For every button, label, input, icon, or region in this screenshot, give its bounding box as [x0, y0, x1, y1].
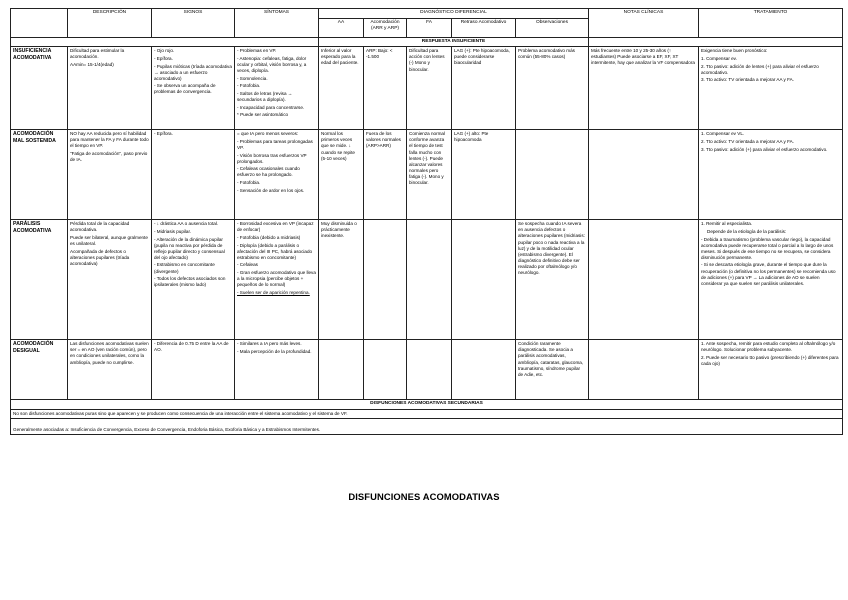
cell-retraso — [452, 340, 516, 400]
cell-descripcion — [68, 130, 152, 220]
cell-sintomas — [235, 130, 319, 220]
header-signos: SIGNOS — [152, 9, 235, 38]
cell-fa — [407, 220, 452, 340]
header-fa: FA — [407, 18, 452, 37]
cell-fa: Dificultad para acción con lentes (-) Mono y binocular. — [407, 47, 452, 130]
cell-observaciones — [516, 130, 589, 220]
cell-tratamiento — [699, 220, 843, 340]
header-blank — [11, 9, 68, 38]
cell-acomodacion — [364, 220, 407, 340]
text-line: * Puede ser asintomático — [237, 112, 289, 118]
row-paralisis — [11, 220, 843, 340]
text-line: 1. Compensar ev. — [701, 55, 737, 61]
text-line: Pérdida total de la capacidad acomodativa. — [70, 221, 130, 233]
note-definition: No son disfunciones acomodativas puras sino que aparecen y se producen como consecuencia de una interacción entre el sistema acomodativo y el sistema de VF. — [11, 409, 843, 418]
cell-signos — [152, 340, 235, 400]
text-line: 3. Tto activo: TV orientada a mejorar AA y FA. — [701, 77, 795, 83]
text-line: 2. Puede ser necesario tto pasivo (prescribiendo (+) diferentes para cada ojo) — [701, 355, 839, 367]
header-acomodacion: Acomodación (ARR y ARP) — [364, 18, 407, 37]
cell-signos — [152, 47, 235, 130]
text-line: - Incapacidad para concentrarse. — [237, 104, 305, 110]
text-line: - Todos los defectos asociados son ipsilaterales (mismo lado) — [154, 276, 226, 288]
cell-acomodacion: Fuera de los valores normales (ARP>ARR) — [364, 130, 407, 220]
cell-descripcion — [68, 220, 152, 340]
text-line: - Se observa un acompaña de problemas de convergencia. — [154, 83, 216, 95]
text-line: - Cefaleas ocasionales cuando esfuerzo se ha prolongado. — [237, 166, 300, 178]
text-line: - Fotofobia. — [237, 180, 261, 186]
text-line: - Somnolencia. — [237, 75, 268, 81]
header-aa: AA — [319, 18, 364, 37]
text-line: - Mala percepción de la profundidad. — [237, 348, 312, 354]
cell-observaciones: Problema acomodativo más común (55-80% casos) — [516, 47, 589, 130]
header-observaciones: Observaciones — [516, 18, 589, 37]
cell-aa — [319, 340, 364, 400]
page-title: DISFUNCIONES ACOMODATIVAS — [348, 491, 500, 502]
cell-observaciones: Condición raramente diagnosticada. Se asocia a parálisis acomodativas, ambliopía, cataratas, glaucoma, traumatismo, síndrome pupilar de Adie, etc. — [516, 340, 589, 400]
row-label: ACOMODACIÓN MAL SOSTENIDA — [11, 130, 68, 220]
cell-notas — [589, 220, 699, 340]
cell-retraso — [452, 220, 516, 340]
text-line: Depende de la etiología de la parálisis: — [707, 228, 787, 234]
text-line: - Suelen ser de aparición repentina. — [237, 289, 310, 295]
text-line: - Pupilas mióticas (tríada acomodativa → asociado a un esfuerzo acomodativo) — [154, 63, 232, 81]
cell-descripcion — [68, 47, 152, 130]
text-line: NO hay AA reducida pero sí habilidad para mantener la FA y FA durante todo el tiempo en VP. — [70, 131, 149, 149]
row-label: ACOMODACIÓN DESIGUAL — [11, 340, 68, 400]
text-line: 2. Tto pasivo: adición de lentes (+) para aliviar el esfuerzo acomodativo. — [701, 63, 819, 75]
cell-tratamiento — [699, 47, 843, 130]
text-line: = que IA pero menos severos: — [237, 131, 299, 137]
header-tratamiento: TRATAMIENTO — [699, 9, 843, 38]
text-line: Acompañada de defectos o alteraciones pupilares (tríada acomodativa) — [70, 248, 130, 266]
cell-sintomas — [235, 220, 319, 340]
header-notas: NOTAS CLÍNICAS — [589, 9, 699, 38]
text-line: - Saltos de letras (revisa → secundarios a diplopía). — [237, 91, 293, 103]
note-row-associated — [11, 418, 843, 434]
cell-notas — [589, 130, 699, 220]
section-row — [11, 38, 843, 47]
note-associated: Generalmente asociadas a: Insuficiencia de Convergencia, Exceso de Convergencia, Endoforia Básica, Exoforia Básica y a Estrabismos Intermitentes. — [11, 418, 843, 434]
text-line: - Diplopía (debido a parálisis o afectación del III PC, habrá asociado estrabismo en concomitante) — [237, 242, 313, 260]
cell-fa: Comienza normal conforme avanza el tiempo de test falla mucho con lentes (-). Puede alcanzar valores normales pero fatiga (-). Mono y binocular. — [407, 130, 452, 220]
cell-acomodacion — [364, 340, 407, 400]
text-line: - ↓ drástica AA o ausencia total. — [154, 221, 219, 227]
cell-aa: Muy disminuida o prácticamente inexistente. — [319, 220, 364, 340]
cell-retraso: LAG (+): Pte hipoacomoda, puede considerarse biaocularidad — [452, 47, 516, 130]
text-line: - Astenopia: cefaleas, fatiga, dolor ocular y orbital, visión borrosa y, a veces, diplopía. — [237, 55, 307, 74]
text-line: - Problemas en VP. — [237, 48, 277, 54]
text-line: 3. Tto pasivo: adición (+) para aliviar el esfuerzo acomodativo. — [701, 146, 828, 152]
cell-observaciones: Se sospecha cuando IA severa en ausencia defectos o alteraciones pupilares (midriasis: pupilar poco o nada reactiva a la luz) y de la motilidad ocular (estrabismo divergente). El diagnóstico definitivo debe ser realizado por oftalmólogo y/o neurólogo. — [516, 220, 589, 340]
text-line: - Sensación de ardor en los ojos. — [237, 187, 305, 193]
note-row — [11, 409, 843, 418]
text-line: 2. Tto activo: TV orientada a mejorar AA y FA. — [701, 138, 795, 144]
text-line: 1. Compensar ev VL. — [701, 131, 745, 137]
cell-acomodacion: ARP: Bajo: < -1.500 — [364, 47, 407, 130]
text-line: - Problemas para tareas prolongadas VP. — [237, 138, 313, 151]
text-line: "Fatiga de acomodación", paso previo de IA. — [70, 151, 148, 163]
cell-fa — [407, 340, 452, 400]
text-line: - Epífora. — [154, 55, 173, 61]
text-line: - Fotofobia. — [237, 83, 261, 89]
cell-notas: Más frecuente entre 10 y 25-30 años (↑ estudiantes) Puede asociarse a EF, XF, XT intermitente, hay que analizar la VF compensadora — [589, 47, 699, 130]
row-label: PARÁLISIS ACOMODATIVA — [11, 220, 68, 340]
text-line: - Similares a IA pero más leves. — [237, 341, 302, 347]
cell-notas — [589, 340, 699, 400]
text-line: - Ojo rojo. — [154, 48, 175, 54]
cell-aa: Normal los primeros veces que se mide. ↓ cuando se repite (5-10 veces) — [319, 130, 364, 220]
summary-table — [10, 8, 843, 435]
row-label: INSUFICIENCIA ACOMODATIVA — [11, 47, 68, 130]
section-respuesta-insuficiente: RESPUESTA INSUFICIENTE — [319, 38, 589, 47]
cell-signos — [152, 220, 235, 340]
text-line: Exigencia tiene buen pronóstico: — [701, 48, 768, 54]
header-diagnostico: DIAGNÓSTICO DIFERENCIAL — [319, 9, 589, 19]
cell-signos — [152, 130, 235, 220]
cell-sintomas — [235, 340, 319, 400]
row-insuficiencia — [11, 47, 843, 130]
cell-retraso: LAG (+) alto: Pte hipoacomoda — [452, 130, 516, 220]
text-line: - Fotofobia (debido a midriasis) — [237, 235, 301, 241]
text-line: Puede ser bilateral, aunque gralmente es unilateral. — [70, 235, 148, 247]
cell-descripcion — [68, 340, 152, 400]
row-mal-sostenida — [11, 130, 843, 220]
cell-tratamiento — [699, 340, 843, 400]
text-line: Dificultad para estimular la acomodación. — [70, 48, 125, 60]
text-line: - Epífora. — [154, 131, 173, 137]
text-line: - Gran esfuerzo acomodativo que lleva a la micropsia (percibe objetos + pequeños de lo normal) — [237, 270, 316, 288]
text-line: Las disfunciones acomodativas suelen ser = en AO (ven ración común), pero en condiciones unilaterales, como la ambliopía, puede no cumplirse. — [70, 341, 149, 365]
header-retraso: Retraso Acomodativo — [452, 18, 516, 37]
text-line: - Diferencia de 0.75 D entre la AA de AO. — [154, 341, 229, 353]
text-line: - Si se descarta etiología grave, durante el tiempo que dure la recuperación (o definitiva no los permanentes) se recomienda uso de adiciones (+) para VP → La adiciones de AO se suelen considerar ya que suelen ser parálisis unilaterales. — [701, 262, 836, 286]
section-row-secundarias — [11, 400, 843, 409]
text-line: 1. Remitir al especialista. — [701, 221, 753, 227]
row-desigual — [11, 340, 843, 400]
header-row — [11, 9, 843, 19]
text-line: - Debida a traumatismo (problema vascular riego), la capacidad acomodativa puede recuperarse total o parcial a lo largo de unos meses. Si después de ese tiempo no se recupera, se considera disminución permanente. — [701, 236, 834, 260]
cell-aa: Inferior al valor esperado para la edad del paciente. — [319, 47, 364, 130]
text-line: - Visión borrosa tras esfuerzos VP prolongados. — [237, 152, 307, 164]
text-line: AAmin= 15-1/4(edad) — [70, 62, 114, 68]
text-line: - Midriasis pupilar. — [154, 228, 192, 234]
section-disfunciones-secundarias: DISFUNCIONES ACOMODATIVAS SECUNDARIAS — [11, 400, 843, 409]
text-line: - Alteración de la dinámica pupilar (pupila no reactiva por pérdida de reflejo pupilar directo y consensual del ojo afectado) — [154, 236, 225, 260]
text-line: 1. Ante sospecha, remitir para estudio completo al oftalmólogo y/o neurólogo. Solucionar problema subyacente. — [701, 341, 836, 353]
text-line: - Estrabismo en concomitante (divergente) — [154, 262, 215, 274]
header-sintomas: SÍNTOMAS — [235, 9, 319, 38]
text-line: - Borrosidad excesiva en VP (incapaz de enfocar) — [237, 221, 314, 233]
cell-tratamiento — [699, 130, 843, 220]
cell-sintomas — [235, 47, 319, 130]
summary-sheet — [10, 8, 842, 435]
text-line: - Cefaleas — [237, 262, 258, 268]
header-descripcion: DESCRIPCIÓN — [68, 9, 152, 38]
